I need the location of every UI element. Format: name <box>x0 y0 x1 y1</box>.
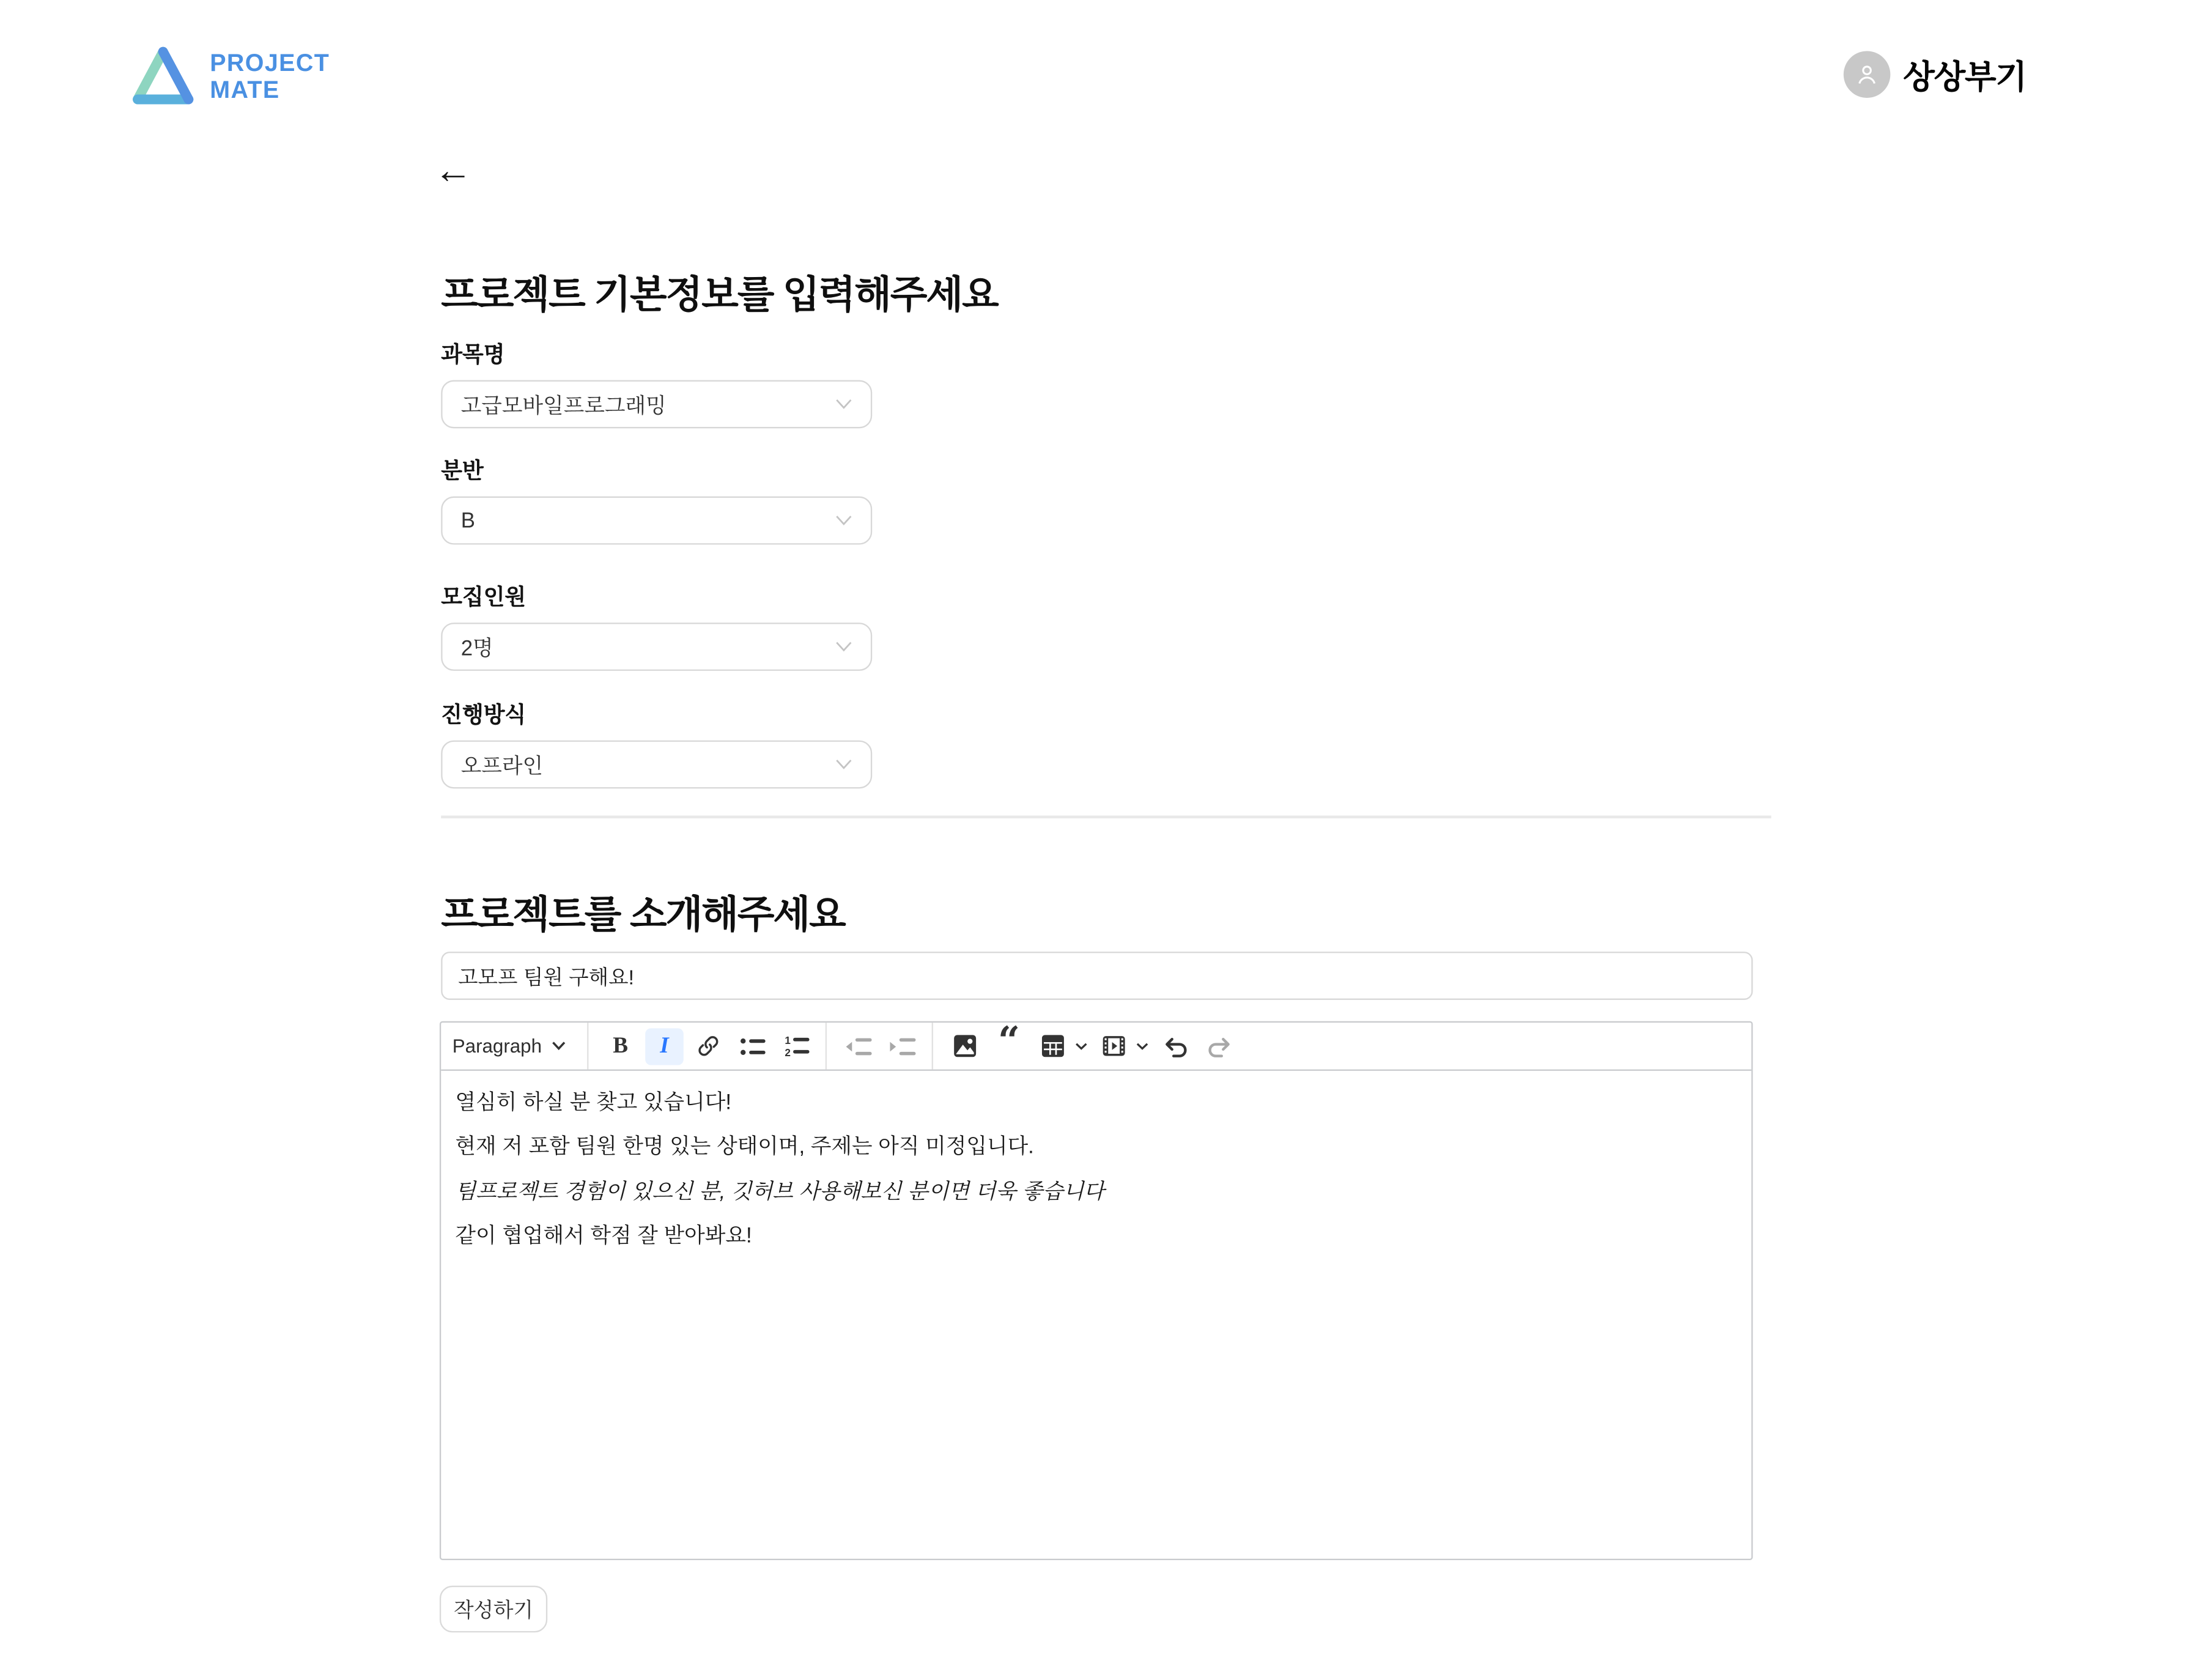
bulleted-list-icon <box>739 1036 765 1056</box>
user-menu[interactable] <box>1844 51 2027 98</box>
chevron-down-icon <box>835 759 852 771</box>
class-section-label: 분반 <box>441 459 484 484</box>
outdent-icon <box>845 1036 872 1056</box>
class-section-value: B <box>460 508 475 533</box>
table-dropdown-chevron-icon[interactable] <box>1075 1042 1088 1050</box>
submit-button[interactable] <box>440 1586 547 1633</box>
app-logo[interactable] <box>130 45 330 106</box>
back-button[interactable] <box>434 149 473 192</box>
logo-triangle-icon <box>130 45 196 106</box>
paragraph-style-dropdown[interactable] <box>441 1023 580 1070</box>
recruit-count-label: 모집인원 <box>441 585 527 610</box>
chevron-down-icon <box>835 641 852 653</box>
indent-icon <box>889 1036 916 1056</box>
field-class-section <box>441 454 872 544</box>
field-recruit-count <box>441 580 872 671</box>
logo-wordmark <box>210 49 330 103</box>
insert-image-button[interactable] <box>946 1027 985 1064</box>
basic-info-title: 프로젝트 기본정보를 입력해주세요 <box>441 273 998 317</box>
chevron-down-icon <box>835 399 852 410</box>
numbered-list-button[interactable] <box>777 1027 816 1064</box>
link-button[interactable] <box>689 1027 728 1064</box>
bulleted-list-button[interactable] <box>733 1027 772 1064</box>
meeting-type-select[interactable] <box>441 741 872 789</box>
recruit-count-value: 2명 <box>460 636 493 661</box>
editor-content[interactable] <box>441 1071 1751 1267</box>
image-icon <box>953 1034 977 1058</box>
svg-text:2: 2 <box>784 1046 790 1057</box>
intro-title: 프로젝트를 소개해주세요 <box>441 894 845 936</box>
undo-button[interactable] <box>1156 1027 1194 1064</box>
bold-button[interactable] <box>601 1027 640 1064</box>
editor-paragraph[interactable]: 현재 저 포함 팀원 한명 있는 상태이며, 주제는 아직 미정입니다. <box>455 1134 1034 1159</box>
media-embed-button[interactable] <box>1095 1027 1133 1064</box>
outdent-button[interactable] <box>840 1027 878 1064</box>
insert-table-button[interactable] <box>1034 1027 1073 1064</box>
redo-icon <box>1206 1035 1232 1057</box>
field-meeting-type <box>441 698 872 788</box>
editor-paragraph[interactable]: 같이 협업해서 학점 잘 받아봐요! <box>455 1224 752 1248</box>
back-arrow-icon: ← <box>434 149 473 192</box>
italic-button[interactable] <box>645 1027 684 1064</box>
meeting-type-label: 진행방식 <box>441 703 527 728</box>
avatar[interactable] <box>1844 51 1891 98</box>
redo-button[interactable] <box>1200 1027 1238 1064</box>
toolbar-separator <box>932 1023 933 1070</box>
field-subject <box>441 338 872 428</box>
rich-text-editor <box>440 1021 1753 1560</box>
media-dropdown-chevron-icon[interactable] <box>1136 1042 1149 1050</box>
block-quote-button[interactable] <box>990 1019 1029 1064</box>
table-icon <box>1041 1034 1065 1058</box>
class-section-select[interactable] <box>441 497 872 545</box>
subject-value: 고급모바일프로그래밍 <box>460 393 667 418</box>
chevron-down-icon <box>835 515 852 527</box>
editor-toolbar <box>441 1019 1751 1071</box>
editor-paragraph[interactable]: 열심히 하실 분 찾고 있습니다! <box>455 1090 732 1114</box>
meeting-type-value: 오프라인 <box>460 753 544 779</box>
bold-icon: B <box>613 1033 628 1057</box>
toolbar-separator <box>587 1023 588 1070</box>
svg-text:1: 1 <box>784 1035 790 1046</box>
italic-icon: I <box>660 1033 669 1057</box>
paragraph-style-label: Paragraph <box>452 1035 542 1057</box>
recruit-count-select[interactable] <box>441 623 872 671</box>
subject-select[interactable] <box>441 380 872 429</box>
block-quote-icon: “ <box>998 1019 1021 1064</box>
link-icon <box>696 1034 720 1058</box>
subject-label: 과목명 <box>441 343 505 368</box>
numbered-list-icon <box>783 1035 809 1057</box>
editor-paragraph-italic[interactable]: 팀프로젝트 경험이 있으신 분, 깃허브 사용해보신 분이면 더욱 좋습니다 <box>455 1179 1104 1204</box>
section-divider <box>441 815 1771 817</box>
submit-label: 작성하기 <box>454 1599 534 1623</box>
media-icon <box>1102 1034 1126 1058</box>
post-title-input[interactable] <box>441 952 1753 1000</box>
logo-line1: PROJECT <box>210 49 330 76</box>
person-icon <box>1853 61 1880 88</box>
username: 상상부기 <box>1903 58 2027 95</box>
toolbar-separator <box>826 1023 827 1070</box>
chevron-down-icon <box>552 1041 566 1051</box>
indent-button[interactable] <box>884 1027 922 1064</box>
undo-icon <box>1162 1035 1188 1057</box>
logo-line2: MATE <box>210 76 280 103</box>
